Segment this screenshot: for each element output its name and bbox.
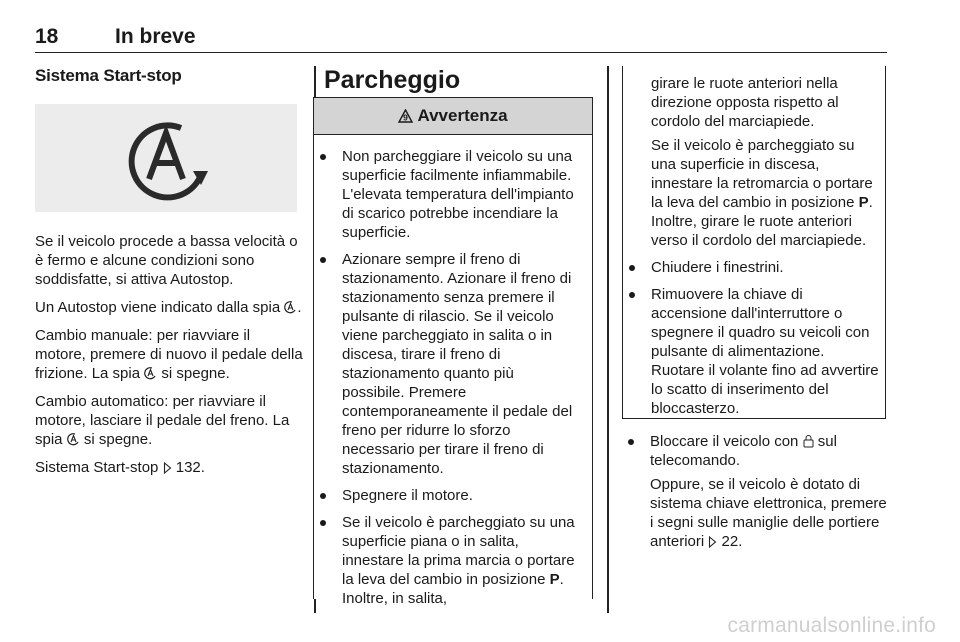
warning-triangle-icon xyxy=(398,109,413,123)
downhill-paragraph: Se il veicolo è parcheggiato su una superficie in discesa, innestare la retromarcia o portare la leva del cambio in posizione P. Inoltre, girare le ruote anteriori verso il cordolo del marciapiede. xyxy=(651,137,873,249)
page-reference-arrow-icon xyxy=(163,462,172,474)
start-stop-section xyxy=(35,66,305,477)
parking-heading: Parcheggio xyxy=(324,66,461,94)
list-item: Se il veicolo è parcheggiato su una superficie piana o in salita, innestare la prima marcia o portare la leva del cambio in posizione P. Inoltre, in salita, xyxy=(314,513,580,608)
warning-title: Avvertenza xyxy=(417,106,508,125)
autostop-icon xyxy=(67,432,80,446)
svg-text:9: 9 xyxy=(403,112,409,123)
list-item: Rimuovere la chiave di accensione dall'interruttore o spegnere il quadro su veicoli con pulsante di alimentazione. Ruotare il volante fino ad avvertire lo scatto di inserimento del bloccasterzo. xyxy=(623,285,879,418)
list-item: Bloccare il veicolo con sul telecomando. Oppure, se il veicolo è dotato di sistema chiave elettronica, premere i segni sulle maniglie delle portiere anteriori 22. xyxy=(622,432,888,551)
warning-list xyxy=(314,135,592,608)
warning-header xyxy=(314,97,592,135)
warning-list-continued xyxy=(623,258,885,418)
manual-gearbox-paragraph: Cambio manuale: per riavviare il motore, premere di nuovo il pedale della frizione. La spia si spegne. xyxy=(35,327,303,382)
page-number: 18 xyxy=(35,25,59,48)
list-item: Chiudere i finestrini. xyxy=(623,258,879,277)
lock-icon xyxy=(803,434,814,448)
warning-box-continued xyxy=(622,66,886,419)
warning-box xyxy=(313,97,593,607)
autostop-paragraph: Se il veicolo procede a bassa velocità o è fermo e alcune condizioni sono soddisfatte, si attiva Autostop. xyxy=(35,233,298,288)
autostop-indicator-paragraph: Un Autostop viene indicato dalla spia . xyxy=(35,299,302,316)
parking-section xyxy=(324,66,590,94)
automatic-gearbox-paragraph: Cambio automatico: per riavviare il motore, lasciare il pedale del freno. La spia si spegne. xyxy=(35,393,290,448)
keyless-paragraph: Oppure, se il veicolo è dotato di sistema chiave elettronica, premere i segni sulle maniglie delle portiere anteriori 22. xyxy=(650,476,887,550)
page-reference-arrow-icon xyxy=(708,536,717,548)
autostop-icon xyxy=(111,113,221,203)
lock-section xyxy=(622,424,888,551)
autostop-illustration xyxy=(35,104,297,212)
start-stop-reference[interactable]: Sistema Start-stop 132. xyxy=(35,459,205,476)
list-item: Azionare sempre il freno di stazionamento. Azionare il freno di stazionamento senza premere il pulsante di rilascio. Se il veicolo viene parcheggiato in salita o in discesa, tirare il freno di stazionamento quanto più possibile. Premere contemporaneamente il pedale del freno per ridurre lo sforzo necessario per tirare il freno di stazionamento. xyxy=(314,250,580,478)
autostop-icon xyxy=(284,300,297,314)
page-header xyxy=(35,22,887,53)
start-stop-heading: Sistema Start-stop xyxy=(35,66,182,85)
list-item: Non parcheggiare il veicolo su una superficie facilmente infiammabile. L'elevata temperatura dell'impianto di scarico potrebbe incendiare la superficie. xyxy=(314,147,580,242)
watermark: carmanualsonline.info xyxy=(727,614,936,637)
column-divider xyxy=(607,66,609,613)
autostop-icon xyxy=(144,366,157,380)
list-item: Spegnere il motore. xyxy=(314,486,580,505)
section-title: In breve xyxy=(115,25,196,48)
continued-text: girare le ruote anteriori nella direzione opposta rispetto al cordolo del marciapiede. xyxy=(651,75,839,130)
